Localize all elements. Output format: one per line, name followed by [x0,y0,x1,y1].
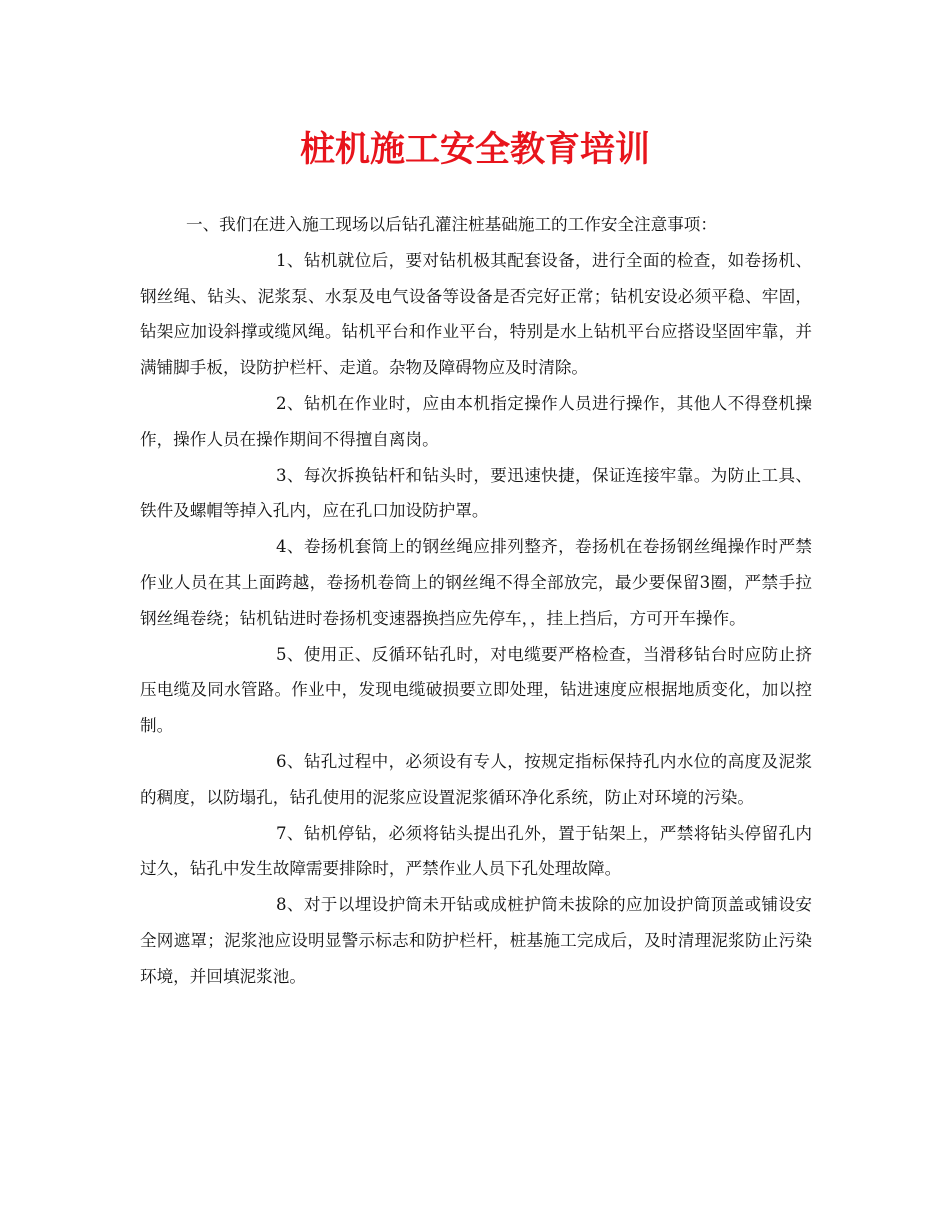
safety-item-6: 6、钻孔过程中，必须设有专人，按规定指标保持孔内水位的高度及泥浆的稠度，以防塌孔，钻孔使用的泥浆应设置泥浆循环净化系统，防止对环境的污染。 [140,751,812,807]
safety-item-7: 7、钻机停钻，必须将钻头提出孔外，置于钻架上，严禁将钻头停留孔内过久，钻孔中发生故障需要排除时，严禁作业人员下孔处理故障。 [140,823,812,879]
safety-item-1: 1、钻机就位后，要对钻机极其配套设备，进行全面的检查，如卷扬机、钢丝绳、钻头、泥浆泵、水泵及电气设备等设备是否完好正常；钻机安设必须平稳、牢固，钻架应加设斜撑或缆风绳。钻机平台和作业平台，特别是水上钻机平台应搭设坚固牢靠，并满铺脚手板，设防护栏杆、走道。杂物及障碍物应及时清除。 [140,250,812,378]
safety-item-2: 2、钻机在作业时，应由本机指定操作人员进行操作，其他人不得登机操作，操作人员在操作期间不得擅自离岗。 [140,393,812,449]
safety-item-4: 4、卷扬机套筒上的钢丝绳应排列整齐，卷扬机在卷扬钢丝绳操作时严禁作业人员在其上面跨越，卷扬机卷筒上的钢丝绳不得全部放完，最少要保留3圈，严禁手拉钢丝绳卷绕；钻机钻进时卷扬机变速器换挡应先停车，，挂上挡后，方可开车操作。 [140,537,812,628]
document-title: 桩机施工安全教育培训 [299,129,650,170]
safety-item-5: 5、使用正、反循环钻孔时，对电缆要严格检查，当滑移钻台时应防止挤压电缆及同水管路。作业中，发现电缆破损要立即处理，钻进速度应根据地质变化，加以控制。 [140,644,812,736]
document-body [140,207,812,995]
safety-item-3: 3、每次拆换钻杆和钻头时，要迅速快捷，保证连接牢靠。为防止工具、铁件及螺帽等掉入孔内，应在孔口加设防护罩。 [140,465,812,521]
section-intro: 一、我们在进入施工现场以后钻孔灌注桩基础施工的工作安全注意事项： [186,215,717,234]
safety-item-8: 8、对于以埋设护筒未开钻或成桩护筒未拔除的应加设护筒顶盖或铺设安全网遮罩；泥浆池应设明显警示标志和防护栏杆，桩基施工完成后，及时清理泥浆防止污染环境，并回填泥浆池。 [140,895,812,986]
